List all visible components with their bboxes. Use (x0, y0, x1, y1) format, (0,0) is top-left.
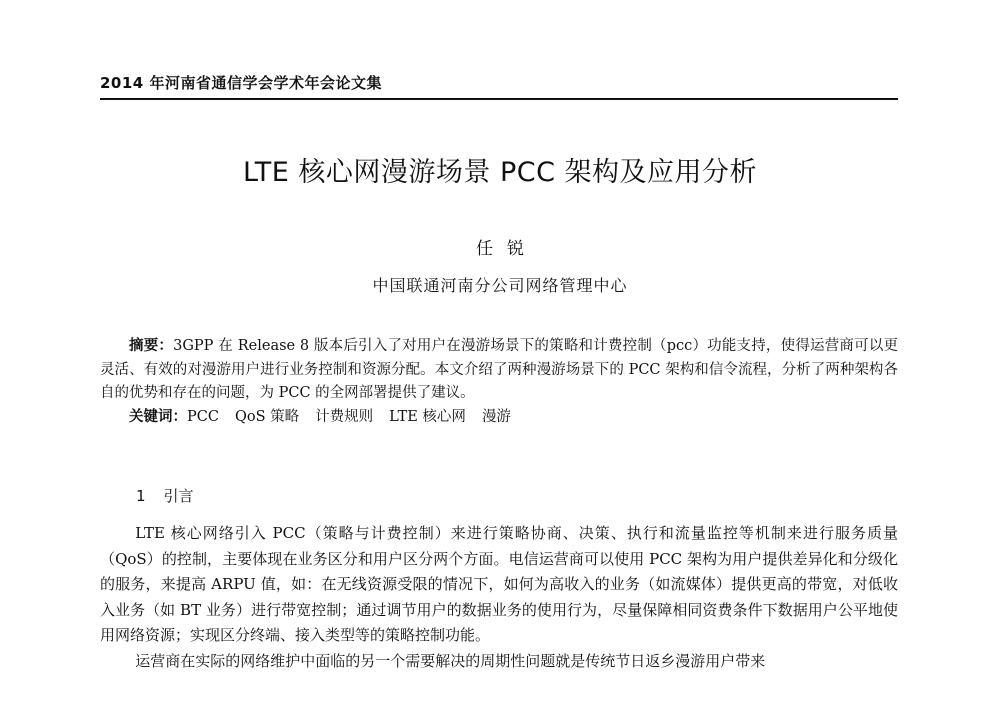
abstract-paragraph (100, 335, 898, 406)
keyword: QoS 策略 (234, 408, 300, 425)
section-title: 引言 (163, 487, 194, 505)
keywords-label: 关键词： (129, 408, 187, 425)
running-header: 2014 年河南省通信学会学术年会论文集 (100, 74, 382, 92)
abstract-text: 3GPP 在 Release 8 版本后引入了对用户在漫游场景下的策略和计费控制（pcc）功能支持，使得运营商可以更灵活、有效的对漫游用户进行业务控制和资源分配。本文介绍了两种漫游场景下的 PCC 架构和信令流程，分析了两种架构各自的优势和存在的问题，为 PCC 的全网部署提供了建议。 (100, 338, 899, 401)
header-rule (100, 98, 898, 100)
author-name: 任锐 (476, 239, 538, 259)
author-affiliation: 中国联通河南分公司网络管理中心 (372, 276, 628, 295)
section-body (100, 521, 898, 674)
body-paragraph: 运营商在实际的网络维护中面临的另一个需要解决的周期性问题就是传统节日返乡漫游用户带来 (135, 651, 766, 670)
keyword: 漫游 (481, 408, 511, 425)
body-paragraph: LTE 核心网络引入 PCC（策略与计费控制）来进行策略协商、决策、执行和流量监控等机制来进行服务质量（QoS）的控制，主要体现在业务区分和用户区分两个方面。电信运营商可以使用 PCC 架构为用户提供差异化和分级化的服务，来提高 ARPU 值，如：在无线资源受限的情况下，如何为高收入的业务（如流媒体）提供更高的带宽，对低收入业务（如 BT 业务）进行带宽控制；通过调节用户的数据业务的使用行为，尽量保障相同资费条件下数据用户公平地使用网络资源；实现区分终端、接入类型等的策略控制功能。 (100, 524, 898, 644)
paper-title: LTE 核心网漫游场景 PCC 架构及应用分析 (242, 157, 758, 188)
keywords-line (100, 406, 898, 430)
keyword: LTE 核心网 (389, 408, 466, 425)
section-heading (136, 485, 194, 506)
abstract-block (100, 335, 898, 429)
keyword: 计费规则 (315, 408, 374, 425)
abstract-label: 摘要： (129, 338, 174, 354)
section-number: 1 (136, 487, 146, 505)
keyword: PCC (187, 408, 219, 425)
